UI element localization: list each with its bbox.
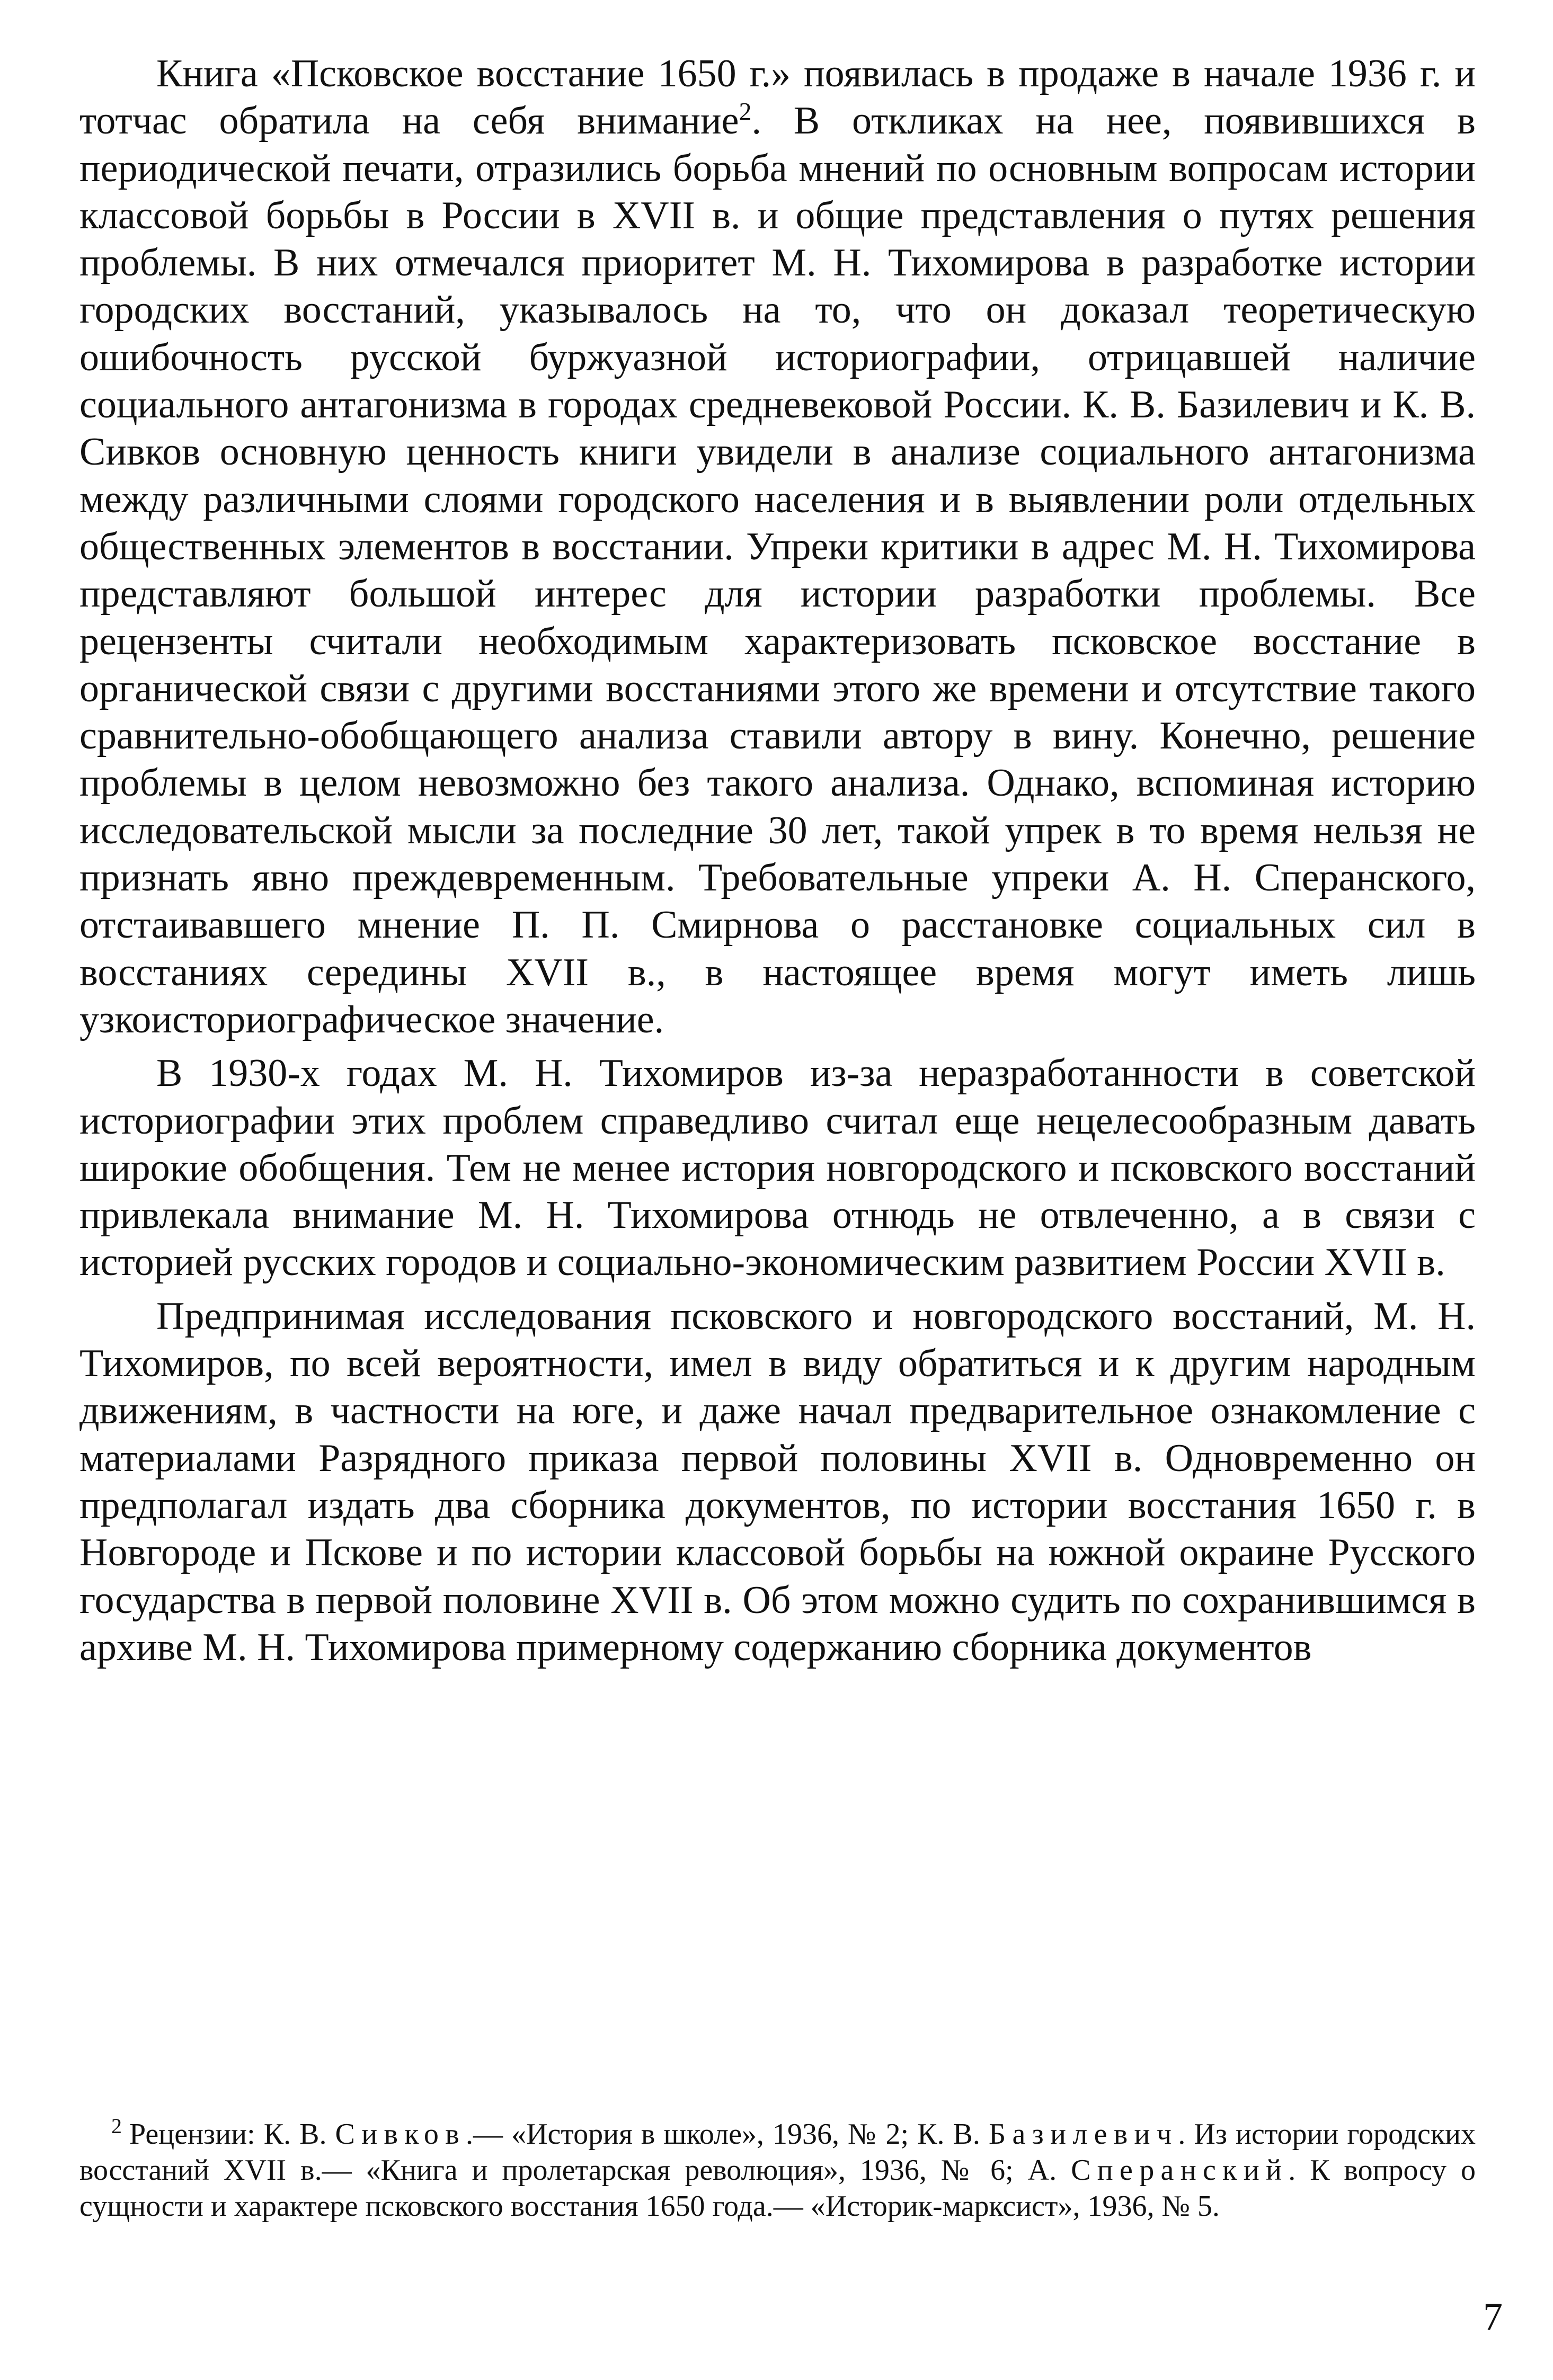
paragraph-3: Предпринимая исследования псковского и новгородского восстаний, М. Н. Тихомиров, по всей вероятности, имел в виду обратиться и к другим народным движениям, в частности на юге, и даже начал предварительное ознакомление с материалами Разрядного приказа первой половины XVII в. Одновременно он предполагал издать два сборника документов, по истории восстания 1650 г. в Новгороде и Пскове и по истории классовой борьбы на южной окраине Русского государства в первой половине XVII в. Об этом можно судить по сохранившимся в архиве М. Н. Тихомирова примерному содержанию сборника документов (79, 1294, 1476, 1669)
footnote-part-2: .— «История в школе», 1936, № 2; К. В. (466, 2118, 989, 2151)
footnote-author-sivkov: Сивков (335, 2118, 466, 2151)
footnote-author-bazilevich: Базилевич (988, 2118, 1178, 2151)
paragraph-1-text-before-ref: Книга «Псковское восстание 1650 г.» появилась в продаже в начале 1936 г. и тотчас обратила на себя внимание (79, 52, 1476, 143)
footnote-reference: 2 (739, 97, 752, 126)
main-text (79, 50, 1476, 1671)
footnote (79, 2116, 1476, 2224)
footnote-part-4: . К вопросу о сущности и характере псковского восстания 1650 года.— «Историк-марксист», 1936, № 5. (79, 2154, 1476, 2223)
footnote-mark: 2 (111, 2114, 122, 2138)
page-number: 7 (1483, 2295, 1503, 2339)
paragraph-2: В 1930-х годах М. Н. Тихомиров из-за неразработанности в советской историографии этих проблем справедливо считал еще нецелесообразным давать широкие обобщения. Тем не менее история новгородского и псковского восстаний привлекала внимание М. Н. Тихомирова отнюдь не отвлеченно, а в связи с историей русских городов и социально-экономическим развитием России XVII в. (79, 1051, 1476, 1285)
footnote-author-speransky: Сперанский (1071, 2154, 1289, 2187)
paragraph-1 (79, 50, 1476, 1044)
footnote-part-3: . Из истории городских восстаний XVII в.— «Книга и пролетарская революция», 1936, № 6; А. (79, 2118, 1476, 2187)
footnote-lead: Рецензии: К. В. (129, 2118, 335, 2151)
paragraph-1-text-after-ref: . В откликах на нее, появившихся в периодической печати, отразились борьба мнений по основным вопросам истории классовой борьбы в России в XVII в. и общие представления о путях решения проблемы. В них отмечался приоритет М. Н. Тихомирова в разработке истории городских восстаний, указывалось на то, что он доказал теоретическую ошибочность русской буржуазной историографии, отрицавшей наличие социального антагонизма в городах средневековой России. К. В. Базилевич и К. В. Сивков основную ценность книги увидели в анализе социального антагонизма между различными слоями городского населения и в выявлении роли отдельных общественных элементов в восстании. Упреки критики в адрес М. Н. Тихомирова представляют большой интерес для истории разработки проблемы. Все рецензенты считали необходимым характеризовать псковское восстание в органической связи с другими восстаниями этого же времени и отсутствие такого сравнительно-обобщающего анализа ставили автору в вину. Конечно, решение проблемы в целом невозможно без такого анализа. Однако, вспоминая историю исследовательской мысли за последние 30 лет, такой упрек в то время нельзя не признать явно преждевременным. Требовательные упреки А. Н. Сперанского, отстаивавшего мнение П. П. Смирнова о расстановке социальных сил в восстаниях середины XVII в., в настоящее время могут иметь лишь узкоисториографическое значение. (79, 99, 1476, 1041)
